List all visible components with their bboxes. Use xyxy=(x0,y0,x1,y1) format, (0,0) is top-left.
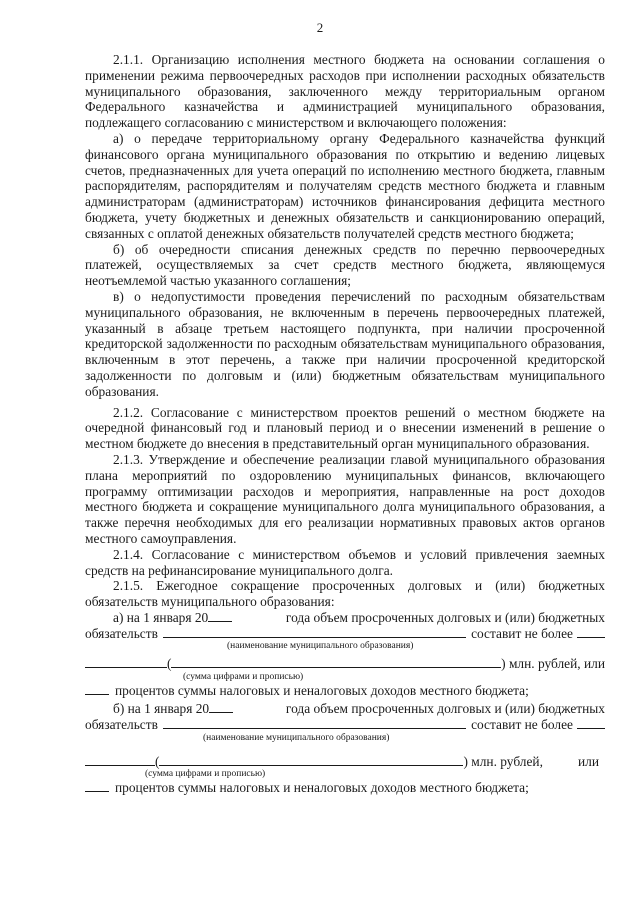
document-body xyxy=(85,52,605,796)
form-b-line-2 xyxy=(85,717,605,733)
form-a-open-paren: ( xyxy=(167,656,172,672)
form-a-amount-blank[interactable] xyxy=(85,656,167,668)
item-b: б) об очередности списания денежных средств по перечню первоочередных платежей, осуществляемых за счет средств местного бюджета, являющемуся неотъемлемой частью указанного соглашения; xyxy=(85,241,605,289)
form-a-line-1-text: года объем просроченных долговых и (или) бюджетных xyxy=(285,609,605,625)
form-b-limit-blank[interactable] xyxy=(577,717,605,729)
form-b-percent-blank[interactable] xyxy=(85,780,109,792)
form-a-sum-caption: (сумма цифрами и прописью) xyxy=(183,672,304,683)
form-a-date-prefix: а) на 1 января 20 xyxy=(113,609,209,625)
paragraph-2-1-1: 2.1.1. Организацию исполнения местного бюджета на основании соглашения о применении режима первоочередных расходов при исполнении расходных обязательств муниципального образования, заключенного между территориальным органом Федерального казначейства и администрацией муниципального образования, подлежащего согласованию с министерством и включающего положения: xyxy=(85,52,605,131)
form-a-year-blank[interactable] xyxy=(208,610,232,622)
paragraph-2-1-2: 2.1.2. Согласование с министерством проектов решений о местном бюджете на очередной финансовый год и плановый период и о внесении изменений в решение о местном бюджете до внесения в представительный орган муниципального образования. xyxy=(85,404,605,452)
form-a-million-label: ) млн. рублей, или xyxy=(501,656,605,672)
form-b-million-label: ) млн. рублей, xyxy=(463,753,543,769)
item-v: в) о недопустимости проведения перечислений по расходным обязательствам муниципального образования, не включенным в перечень первоочередных платежей, указанный в абзаце третьем настоящего подпункта, при наличии просроченной кредиторской задолженности по расходным обязательствам муниципального образования, включенным в этот перечень, а также при наличии просроченной кредиторской задолженности по долговым и (или) бюджетным обязательствам муниципального образования. xyxy=(85,288,605,399)
form-b-year-blank[interactable] xyxy=(209,701,233,713)
form-a-percent-blank[interactable] xyxy=(85,683,109,695)
form-b-limit-label: составит не более xyxy=(471,716,573,732)
form-a-municipality-blank[interactable] xyxy=(163,626,466,638)
form-a-limit-label: составит не более xyxy=(471,625,573,641)
form-b-line-1-text: года объем просроченных долговых и (или) бюджетных xyxy=(285,701,605,717)
form-b-open-paren: ( xyxy=(155,753,160,769)
paragraph-2-1-3: 2.1.3. Утверждение и обеспечение реализации главой муниципального образования плана мероприятий по оздоровлению муниципальных финансов, включающего программу оптимизации расходов и мероприятия, направленные на рост доходов местного бюджета и сокращение муниципального долга муниципального образования, а также перечня необходимых для его реализации нормативных правовых актов органов местного самоуправления. xyxy=(85,451,605,546)
form-b-sum-caption: (сумма цифрами и прописью) xyxy=(145,769,266,780)
form-b-amount-blank[interactable] xyxy=(85,754,155,766)
form-a-amount-words-blank[interactable] xyxy=(171,656,501,668)
form-b-obligations-label: обязательств xyxy=(85,716,158,732)
form-a-line-4 xyxy=(85,683,605,699)
form-b-municipality-caption: (наименование муниципального образования) xyxy=(203,732,390,743)
form-a-line-2 xyxy=(85,626,605,642)
form-b-line-1 xyxy=(85,701,605,717)
paragraph-2-1-5: 2.1.5. Ежегодное сокращение просроченных долговых и (или) бюджетных обязательств муниципального образования: xyxy=(85,578,605,610)
form-a-line-3 xyxy=(85,656,605,672)
paragraph-2-1-4: 2.1.4. Согласование с министерством объемов и условий привлечения заемных средств на рефинансирование муниципального долга. xyxy=(85,546,605,578)
form-b-date-prefix: б) на 1 января 20 xyxy=(113,701,210,717)
item-a: а) о передаче территориальному органу Федерального казначейства функций финансового органа муниципального образования по открытию и ведению лицевых счетов, предназначенных для учета операций по исполнению местного бюджета, главным распорядителям, распорядителям и получателям средств местного бюджета и главным администраторам (администраторам) источников финансирования дефицита местного бюджета, учету бюджетных и денежных обязательств и санкционированию операций, связанных с оплатой денежных обязательств получателей средств местного бюджета; xyxy=(85,130,605,241)
form-b-percent-text: процентов суммы налоговых и неналоговых доходов местного бюджета; xyxy=(115,780,529,796)
form-a-line-1 xyxy=(85,610,605,626)
form-a-limit-blank[interactable] xyxy=(577,626,605,638)
page-number: 2 xyxy=(316,20,324,35)
form-a-obligations-label: обязательств xyxy=(85,625,158,641)
form-b-or-label: или xyxy=(577,753,599,769)
form-a-percent-text: процентов суммы налоговых и неналоговых доходов местного бюджета; xyxy=(115,683,529,699)
form-a-municipality-caption: (наименование муниципального образования) xyxy=(227,641,414,652)
form-b-line-4 xyxy=(85,780,605,796)
form-b-line-3 xyxy=(85,754,605,770)
form-b-municipality-blank[interactable] xyxy=(163,717,466,729)
form-b-amount-words-blank[interactable] xyxy=(159,754,463,766)
